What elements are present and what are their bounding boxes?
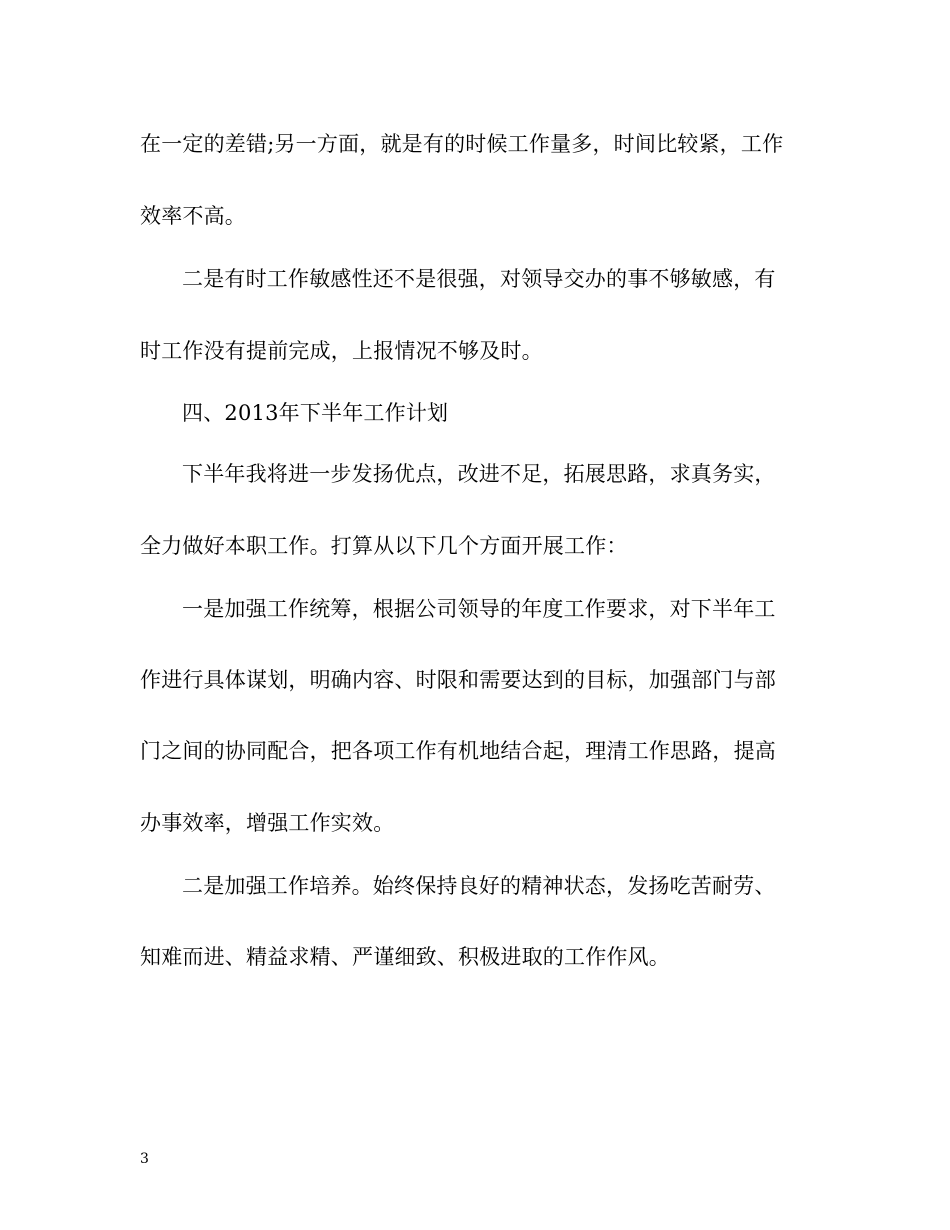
- text-line-9: 作进行具体谋划，明确内容、时限和需要达到的目标，加强部门与部: [140, 668, 776, 692]
- text-line-12: 二是加强工作培养。始终保持良好的精神状态，发扬吃苦耐劳、: [182, 874, 776, 898]
- text-line-10: 门之间的协同配合，把各项工作有机地结合起，理清工作思路，提高: [140, 739, 776, 763]
- page-number: 3: [140, 1151, 149, 1167]
- section-heading: 四、2013年下半年工作计划: [182, 401, 449, 425]
- text-line-3: 二是有时工作敏感性还不是很强，对领导交办的事不够敏感，有: [182, 267, 776, 291]
- text-line-2: 效率不高。: [140, 204, 246, 228]
- text-line-4: 时工作没有提前完成，上报情况不够及时。: [140, 339, 543, 363]
- text-line-11: 办事效率，增强工作实效。: [140, 811, 395, 835]
- text-line-7: 全力做好本职工作。打算从以下几个方面开展工作：: [140, 534, 628, 558]
- text-line-13: 知难而进、精益求精、严谨细致、积极进取的工作作风。: [140, 945, 670, 969]
- text-line-8: 一是加强工作统筹，根据公司领导的年度工作要求，对下半年工: [182, 597, 776, 621]
- text-line-6: 下半年我将进一步发扬优点，改进不足，拓展思路，求真务实，: [182, 462, 776, 486]
- text-line-1: 在一定的差错;另一方面，就是有的时候工作量多，时间比较紧，工作: [140, 132, 784, 156]
